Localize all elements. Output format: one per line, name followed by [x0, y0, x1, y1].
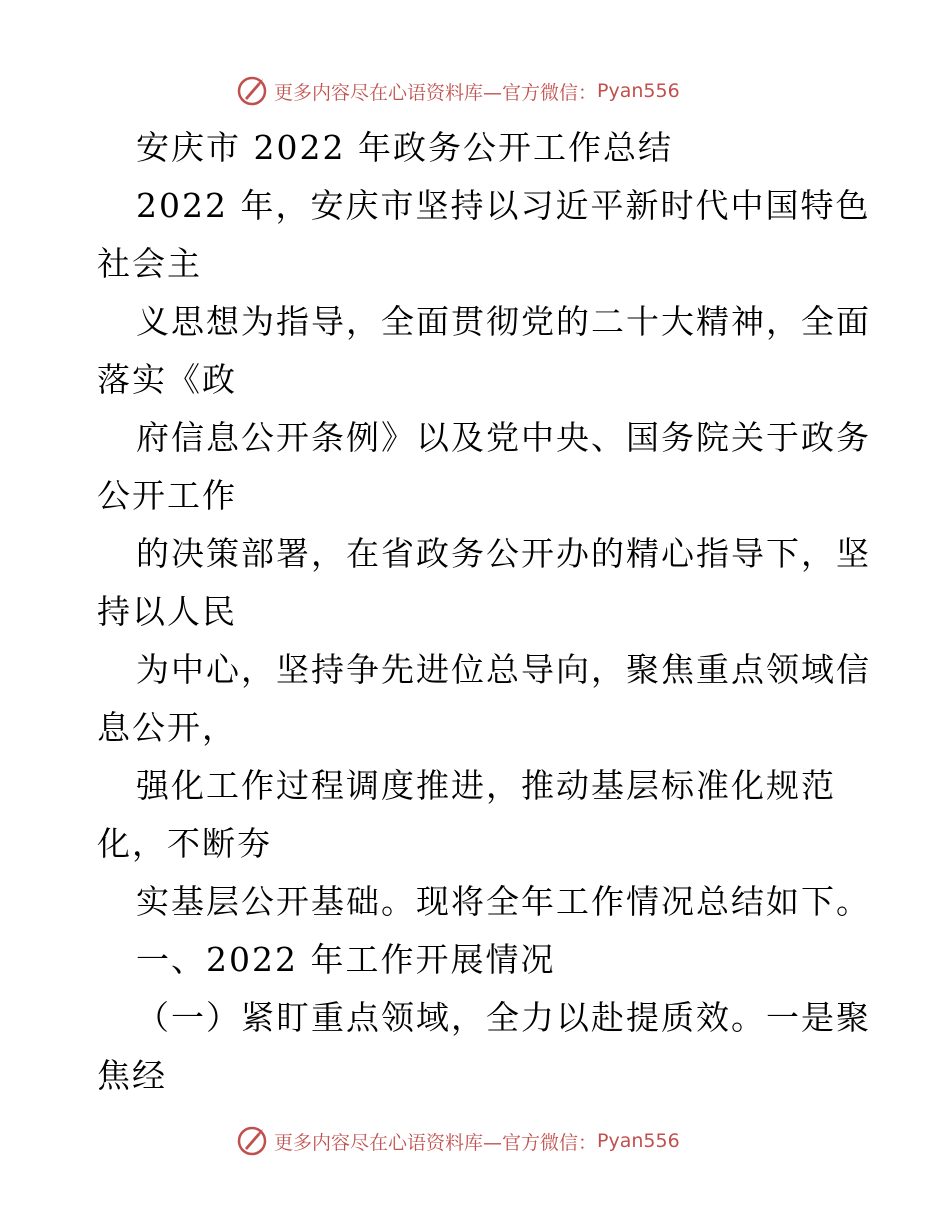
paragraph-line: 社会主	[97, 244, 202, 283]
quill-logo-icon	[236, 1125, 268, 1157]
paragraph-line: 义思想为指导，全面贯彻党的二十大精神，全面	[136, 302, 871, 341]
paragraph-line: 强化工作过程调度推进，推动基层标准化规范	[136, 766, 836, 805]
paragraph-line: 实基层公开基础。现将全年工作情况总结如下。	[136, 882, 871, 921]
paragraph-line: 落实《政	[97, 360, 237, 399]
watermark-contact: Pyan556	[597, 80, 680, 102]
paragraph-line: （一）紧盯重点领域，全力以赴提质效。一是聚	[136, 998, 871, 1037]
paragraph-line: 府信息公开条例》以及党中央、国务院关于政务	[136, 418, 871, 457]
paragraph-line: 的决策部署，在省政务公开办的精心指导下，坚	[136, 534, 871, 573]
paragraph-line: 化，不断夯	[97, 824, 272, 863]
paragraph-line: 持以人民	[97, 592, 237, 631]
watermark-footer	[236, 1124, 680, 1158]
paragraph-line: 公开工作	[97, 476, 237, 515]
paragraph-line: 息公开，	[97, 708, 237, 747]
watermark-text: 更多内容尽在心语资料库—官方微信：	[274, 1131, 598, 1154]
watermark-header	[236, 74, 680, 108]
paragraph-line: 为中心，坚持争先进位总导向，聚焦重点领域信	[136, 650, 871, 689]
watermark-contact: Pyan556	[597, 1130, 680, 1152]
watermark-text: 更多内容尽在心语资料库—官方微信：	[274, 81, 598, 104]
paragraph-line: 焦经	[97, 1056, 167, 1095]
section-heading: 一、2022 年工作开展情况	[136, 940, 556, 979]
paragraph-line: 2022 年，安庆市坚持以习近平新时代中国特色	[136, 186, 871, 225]
document-title: 安庆市 2022 年政务公开工作总结	[136, 128, 673, 167]
quill-logo-icon	[236, 75, 268, 107]
